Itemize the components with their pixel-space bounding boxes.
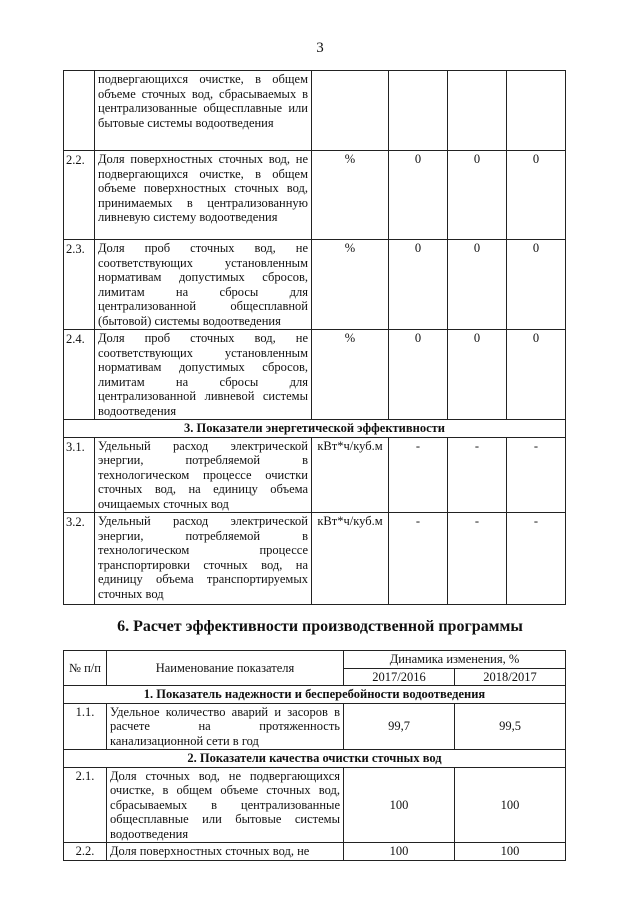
row-value: - (389, 513, 448, 605)
row-number: 2.4. (64, 330, 95, 420)
row-value: 0 (448, 151, 507, 240)
row-value: 0 (448, 330, 507, 420)
row-number (64, 71, 95, 151)
table-row (64, 703, 566, 750)
table-row (64, 843, 566, 861)
row-name: Доля поверхностных сточных вод, не подвергающихся очистке, в общем объеме поверхностных сточных вод, принимаемых в централизованную ливневую систему водоотведения (95, 151, 312, 240)
row-value (507, 71, 566, 151)
row-value: 0 (507, 240, 566, 330)
table-row (64, 151, 566, 240)
table-row (64, 513, 566, 605)
row-value: 99,7 (344, 703, 455, 750)
row-value: 99,5 (455, 703, 566, 750)
row-unit: кВт*ч/куб.м (312, 513, 389, 605)
row-name: Доля поверхностных сточных вод, не (107, 843, 344, 861)
row-unit: % (312, 151, 389, 240)
row-value: 0 (507, 330, 566, 420)
header-year: 2017/2016 (344, 668, 455, 686)
row-number: 2.2. (64, 843, 107, 861)
row-name: Удельное количество аварий и засоров в расчете на протяженность канализационной сети в год (107, 703, 344, 750)
row-number: 3.1. (64, 437, 95, 513)
table-row (64, 330, 566, 420)
row-value: - (507, 437, 566, 513)
section-heading: 6. Расчет эффективности производственной программы (117, 618, 523, 635)
row-name: Удельный расход электрической энергии, потребляемой в технологическом процессе транспортировки сточных вод, на единицу объема транспортируемых сточных вод (95, 513, 312, 605)
row-unit: кВт*ч/куб.м (312, 437, 389, 513)
indicators-table (63, 70, 566, 605)
row-name: Доля сточных вод, не подвергающихся очистке, в общем объеме сточных вод, сбрасываемых в централизованные общесплавные или бытовые системы водоотведения (107, 767, 344, 843)
row-value: 0 (389, 330, 448, 420)
table-row (64, 437, 566, 513)
row-value: 0 (448, 240, 507, 330)
efficiency-table (63, 650, 566, 861)
row-number: 2.1. (64, 767, 107, 843)
row-value (448, 71, 507, 151)
row-value: - (389, 437, 448, 513)
row-unit (312, 71, 389, 151)
row-value: 100 (455, 843, 566, 861)
row-name: Доля проб сточных вод, не соответствующих установленным нормативам допустимых сбросов, лимитам на сбросы для централизованной ливневой системы водоотведения (95, 330, 312, 420)
row-value: - (507, 513, 566, 605)
row-name: Удельный расход электрической энергии, потребляемой в технологическом процессе очистки сточных вод, на единицу объема очищаемых сточных вод (95, 437, 312, 513)
row-value: 100 (344, 843, 455, 861)
page-number: 3 (316, 40, 324, 56)
table-row (64, 240, 566, 330)
section-title: 2. Показатели качества очистки сточных вод (64, 750, 566, 768)
section-row (64, 420, 566, 438)
row-value: - (448, 437, 507, 513)
row-value: 0 (389, 240, 448, 330)
row-number: 2.3. (64, 240, 95, 330)
row-number: 3.2. (64, 513, 95, 605)
table-row (64, 767, 566, 843)
row-name: подвергающихся очистке, в общем объеме сточных вод, сбрасываемых в централизованные общесплавные или бытовые системы водоотведения (95, 71, 312, 151)
row-value: - (448, 513, 507, 605)
section-title: 1. Показатель надежности и бесперебойности водоотведения (64, 686, 566, 704)
row-name: Доля проб сточных вод, не соответствующих установленным нормативам допустимых сбросов, лимитам на сбросы для централизованной общесплавной (бытовой) системы водоотведения (95, 240, 312, 330)
section-title: 3. Показатели энергетической эффективности (64, 420, 566, 438)
header-name: Наименование показателя (107, 651, 344, 686)
section-row (64, 750, 566, 768)
row-value: 0 (389, 151, 448, 240)
row-value: 0 (507, 151, 566, 240)
section-row (64, 686, 566, 704)
row-number: 2.2. (64, 151, 95, 240)
header-number: № п/п (64, 651, 107, 686)
table-row (64, 71, 566, 151)
header-dynamics: Динамика изменения, % (344, 651, 566, 669)
row-unit: % (312, 330, 389, 420)
row-number: 1.1. (64, 703, 107, 750)
row-unit: % (312, 240, 389, 330)
header-row (64, 651, 566, 669)
header-year: 2018/2017 (455, 668, 566, 686)
row-value: 100 (455, 767, 566, 843)
row-value (389, 71, 448, 151)
row-value: 100 (344, 767, 455, 843)
